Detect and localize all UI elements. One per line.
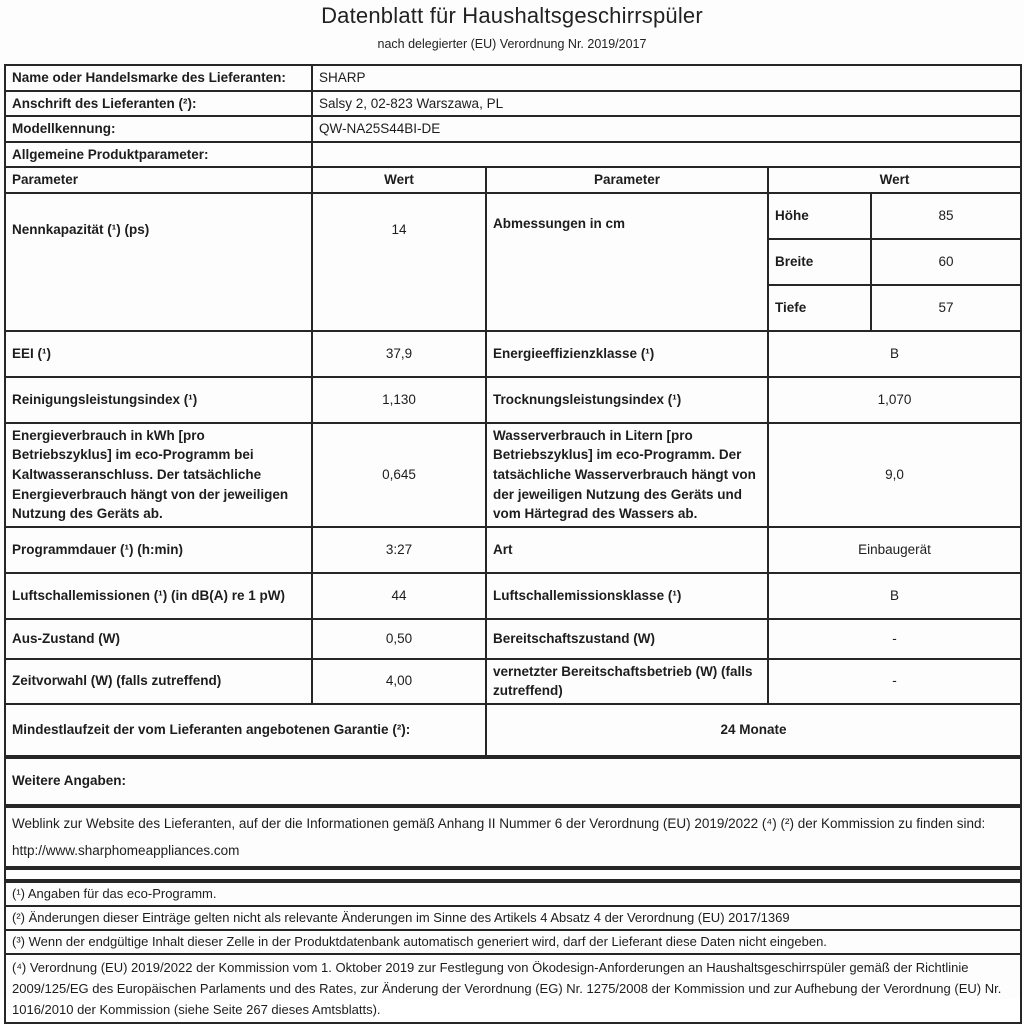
further-info-label: Weitere Angaben: — [5, 757, 1021, 806]
delay-start-value: 4,00 — [312, 659, 486, 704]
noise-value: 44 — [312, 573, 486, 619]
supplier-address-row — [5, 91, 1021, 117]
capacity-label: Nennkapazität (¹) (ps) — [5, 193, 312, 331]
spacer-row — [5, 868, 1021, 881]
column-header-parameter-left: Parameter — [5, 167, 312, 193]
consumption-row — [5, 423, 1021, 527]
eei-value: 37,9 — [312, 331, 486, 377]
duration-label: Programmdauer (¹) (h:min) — [5, 527, 312, 573]
cleaning-index-label: Reinigungsleistungsindex (¹) — [5, 377, 312, 423]
warranty-row — [5, 704, 1021, 757]
capacity-value: 14 — [312, 193, 486, 331]
eei-row — [5, 331, 1021, 377]
dimension-depth-value: 57 — [871, 285, 1021, 331]
off-mode-label: Aus-Zustand (W) — [5, 619, 312, 659]
spacer-cell — [5, 868, 1021, 881]
general-params-label: Allgemeine Produktparameter: — [5, 142, 312, 168]
warranty-value: 24 Monate — [486, 704, 1021, 757]
footnote-4: (⁴) Verordnung (EU) 2019/2022 der Kommission vom 1. Oktober 2019 zur Festlegung von Ökodesign-Anforderungen an Haushaltsgeschirrspüler gemäß der Richtlinie 2009/125/EG des Europäischen Parlaments und des Rates, zur Änderung der Verordnung (EG) Nr. 1275/2008 der Kommission und zur Aufhebung der Verordnung (EU) Nr. 1016/2010 der Kommission (siehe Seite 267 dieses Amtsblatts). — [5, 954, 1021, 1023]
capacity-dimensions-row — [5, 193, 1021, 239]
appliance-type-value: Einbaugerät — [768, 527, 1021, 573]
datasheet-table — [4, 64, 1022, 1024]
weblink-text: Weblink zur Website des Lieferanten, auf der die Informationen gemäß Anhang II Nummer 6 der Verordnung (EU) 2019/2022 (⁴) (²) der Kommission zu finden sind: http://www.sharphomeappliances.com — [5, 806, 1021, 868]
column-header-wert-left: Wert — [312, 167, 486, 193]
general-params-row — [5, 142, 1021, 168]
weblink-row — [5, 806, 1021, 868]
networked-standby-value: - — [768, 659, 1021, 704]
supplier-name-label: Name oder Handelsmarke des Lieferanten: — [5, 65, 312, 91]
dimension-height-value: 85 — [871, 193, 1021, 239]
delay-start-row — [5, 659, 1021, 704]
eei-label: EEI (¹) — [5, 331, 312, 377]
dimension-depth-label: Tiefe — [768, 285, 871, 331]
column-header-wert-right: Wert — [768, 167, 1021, 193]
model-id-row — [5, 116, 1021, 142]
footnote-3-row — [5, 930, 1021, 954]
footnote-2-row — [5, 906, 1021, 930]
dimension-height-label: Höhe — [768, 193, 871, 239]
doc-title: Datenblatt für Haushaltsgeschirrspüler — [321, 3, 703, 28]
dimensions-label: Abmessungen in cm — [486, 193, 768, 331]
model-id-label: Modellkennung: — [5, 116, 312, 142]
duration-row — [5, 527, 1021, 573]
footnote-1: (¹) Angaben für das eco-Programm. — [5, 881, 1021, 906]
footnote-2: (²) Änderungen dieser Einträge gelten nicht als relevante Änderungen im Sinne des Artikels 4 Absatz 4 der Verordnung (EU) 2017/1369 — [5, 906, 1021, 930]
delay-start-label: Zeitvorwahl (W) (falls zutreffend) — [5, 659, 312, 704]
footnote-1-row — [5, 881, 1021, 906]
standby-label: Bereitschaftszustand (W) — [486, 619, 768, 659]
dimension-width-value: 60 — [871, 239, 1021, 285]
appliance-type-label: Art — [486, 527, 768, 573]
footnote-3: (³) Wenn der endgültige Inhalt dieser Zelle in der Produktdatenbank automatisch generiert wird, darf der Lieferant diese Daten nicht eingeben. — [5, 930, 1021, 954]
supplier-address-label: Anschrift des Lieferanten (²): — [5, 91, 312, 117]
energy-consumption-label: Energieverbrauch in kWh [pro Betriebszyklus] im eco-Programm bei Kaltwasseranschluss. Der tatsächliche Energieverbrauch hängt von der jeweiligen Nutzung des Geräts ab. — [5, 423, 312, 527]
column-header-parameter-right: Parameter — [486, 167, 768, 193]
warranty-label: Mindestlaufzeit der vom Lieferanten angebotenen Garantie (²): — [5, 704, 486, 757]
off-mode-value: 0,50 — [312, 619, 486, 659]
water-consumption-value: 9,0 — [768, 423, 1021, 527]
model-id-value: QW-NA25S44BI-DE — [312, 116, 1021, 142]
doc-subtitle: nach delegierter (EU) Verordnung Nr. 2019/2017 — [377, 37, 647, 51]
cleaning-index-row — [5, 377, 1021, 423]
standby-value: - — [768, 619, 1021, 659]
cleaning-index-value: 1,130 — [312, 377, 486, 423]
off-mode-row — [5, 619, 1021, 659]
energy-class-label: Energieeffizienzklasse (¹) — [486, 331, 768, 377]
footnote-4-row — [5, 954, 1021, 1023]
energy-class-value: B — [768, 331, 1021, 377]
noise-class-label: Luftschallemissionsklasse (¹) — [486, 573, 768, 619]
column-header-row — [5, 167, 1021, 193]
supplier-address-value: Salsy 2, 02-823 Warszawa, PL — [312, 91, 1021, 117]
networked-standby-label: vernetzter Bereitschaftsbetrieb (W) (falls zutreffend) — [486, 659, 768, 704]
supplier-name-value: SHARP — [312, 65, 1021, 91]
further-info-row — [5, 757, 1021, 806]
energy-consumption-value: 0,645 — [312, 423, 486, 527]
dimension-width-label: Breite — [768, 239, 871, 285]
duration-value: 3:27 — [312, 527, 486, 573]
supplier-name-row — [5, 65, 1021, 91]
general-params-empty-cell — [312, 142, 1021, 168]
noise-class-value: B — [768, 573, 1021, 619]
drying-index-label: Trocknungsleistungsindex (¹) — [486, 377, 768, 423]
noise-row — [5, 573, 1021, 619]
noise-label: Luftschallemissionen (¹) (in dB(A) re 1 pW) — [5, 573, 312, 619]
water-consumption-label: Wasserverbrauch in Litern [pro Betriebszyklus] im eco-Programm. Der tatsächliche Wasserverbrauch hängt von der jeweiligen Nutzung des Geräts und vom Härtegrad des Wassers ab. — [486, 423, 768, 527]
drying-index-value: 1,070 — [768, 377, 1021, 423]
